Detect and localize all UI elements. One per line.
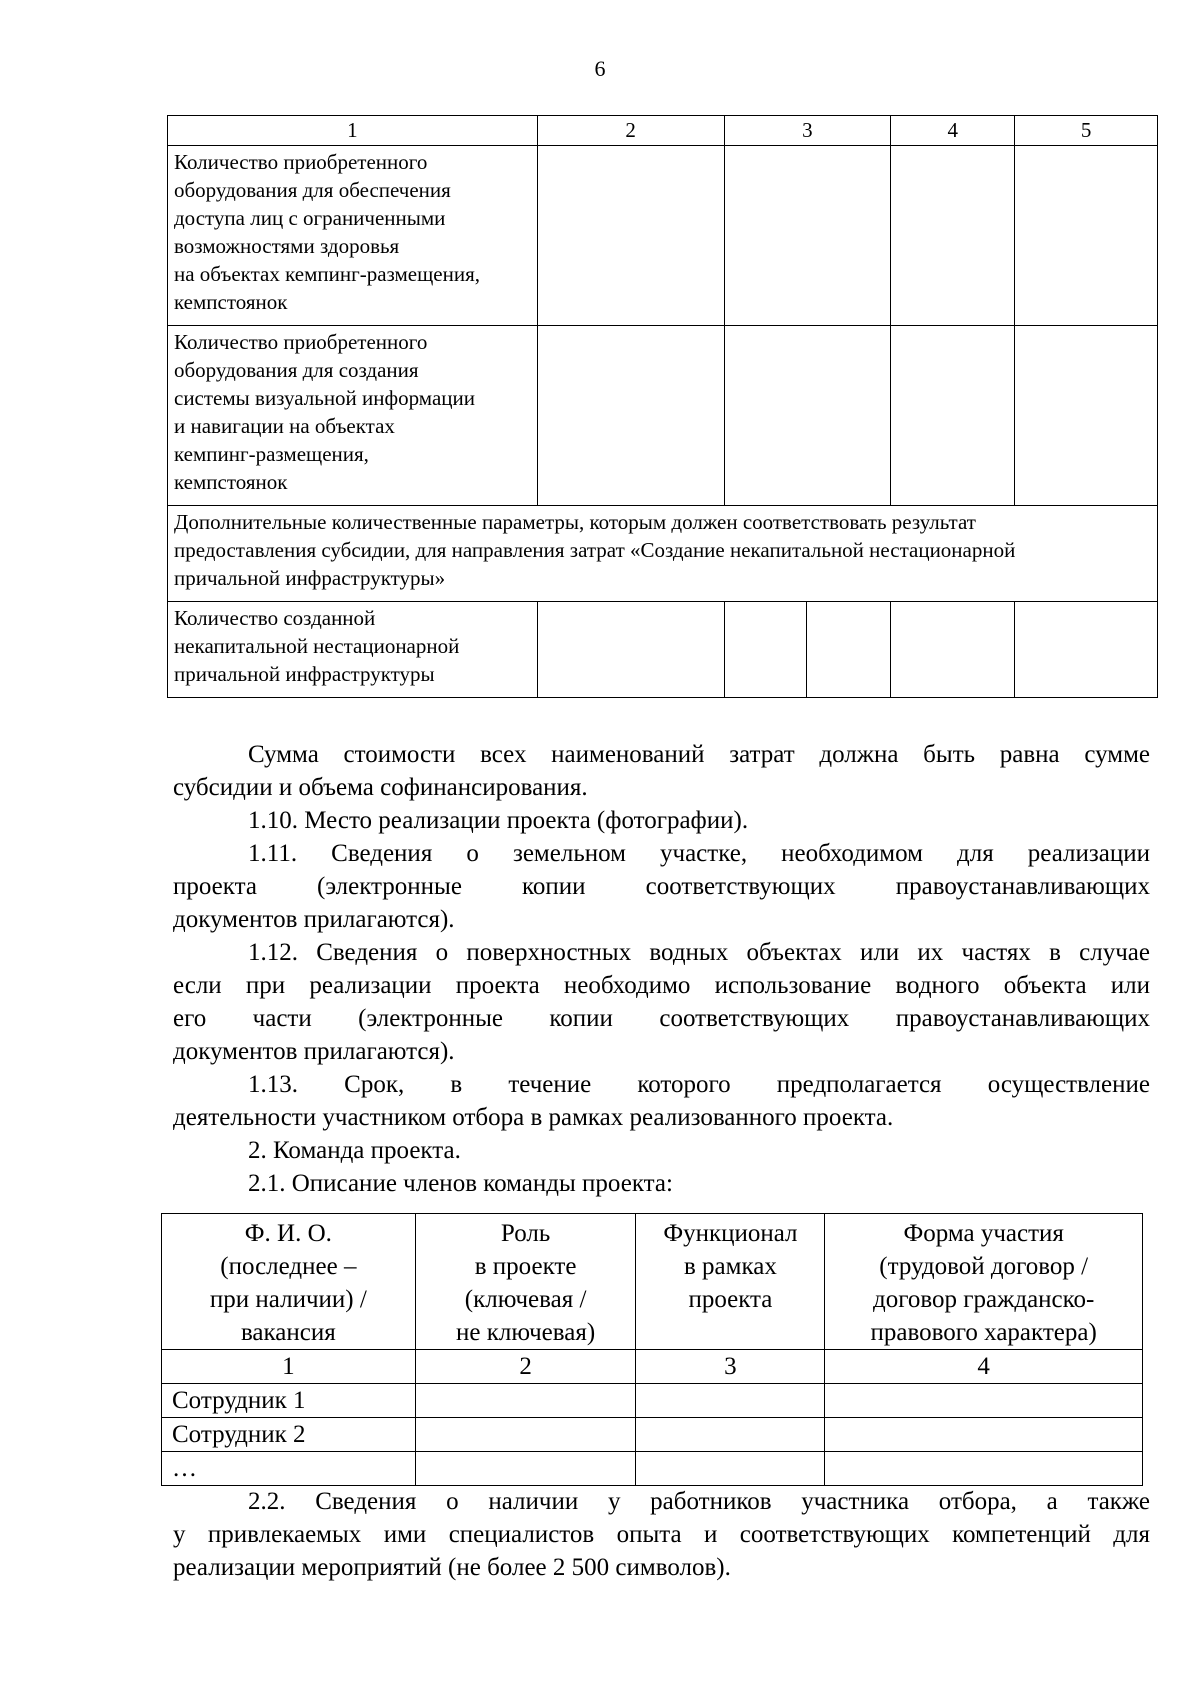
column-header: Функционал в рамках проекта (636, 1214, 825, 1350)
empty-cell (891, 602, 1015, 698)
empty-cell (415, 1452, 636, 1486)
empty-cell (1015, 326, 1158, 506)
empty-cell (636, 1384, 825, 1418)
employee-name: Сотрудник 2 (162, 1418, 416, 1452)
row-label: Количество приобретенного оборудования для создания системы визуальной информации и навигации на объектах кемпинг-размещения, кемпстоянок (168, 326, 538, 506)
paragraph-2-1: 2.1. Описание членов команды проекта: (248, 1170, 673, 1197)
paragraph-2-2: 2.2. Сведения о наличии у работников участника отбора, а также у привлекаемых ими специалистов опыта и соответствующих компетенций для реализации мероприятий (не более 2 500 символов). (173, 1488, 1150, 1581)
table-section-row (168, 506, 1158, 602)
empty-cell (636, 1418, 825, 1452)
table-header-row (168, 116, 1158, 146)
empty-cell (1015, 146, 1158, 326)
empty-cell (807, 602, 891, 698)
empty-cell (825, 1418, 1143, 1452)
empty-cell (537, 326, 724, 506)
column-number: 1 (168, 116, 538, 146)
column-header: Ф. И. О. (последнее – при наличии) / вакансия (162, 1214, 416, 1350)
empty-cell (825, 1452, 1143, 1486)
table-row (162, 1384, 1143, 1418)
column-number: 3 (636, 1350, 825, 1384)
empty-cell (636, 1452, 825, 1486)
team-table (161, 1213, 1143, 1486)
empty-cell (825, 1384, 1143, 1418)
empty-cell (724, 602, 807, 698)
empty-cell (891, 146, 1015, 326)
column-number: 4 (891, 116, 1015, 146)
employee-name: … (162, 1452, 416, 1486)
column-header: Форма участия (трудовой договор / договор гражданско- правового характера) (825, 1214, 1143, 1350)
empty-cell (891, 326, 1015, 506)
row-label: Количество приобретенного оборудования для обеспечения доступа лиц с ограниченными возможностями здоровья на объектах кемпинг-размещения, кемпстоянок (168, 146, 538, 326)
paragraph-2: 2. Команда проекта. (248, 1137, 461, 1164)
empty-cell (1015, 602, 1158, 698)
paragraph-1-10: 1.10. Место реализации проекта (фотографии). (248, 807, 749, 834)
paragraph-1-12: 1.12. Сведения о поверхностных водных объектах или их частях в случае если при реализации проекта необходимо использование водного объекта или его части (электронные копии соответствующих правоустанавливающих документов прилагаются). (173, 939, 1150, 1065)
column-number: 2 (537, 116, 724, 146)
column-number: 4 (825, 1350, 1143, 1384)
column-number: 5 (1015, 116, 1158, 146)
empty-cell (537, 602, 724, 698)
table-header-row (162, 1214, 1143, 1350)
page-number: 6 (594, 56, 606, 81)
table-row (168, 326, 1158, 506)
paragraph-1-11: 1.11. Сведения о земельном участке, необходимом для реализации проекта (электронные копии соответствующих правоустанавливающих документов прилагаются). (173, 840, 1150, 933)
results-table (167, 115, 1158, 698)
employee-name: Сотрудник 1 (162, 1384, 416, 1418)
column-number-row (162, 1350, 1143, 1384)
empty-cell (415, 1418, 636, 1452)
paragraph-budget: Сумма стоимости всех наименований затрат должна быть равна сумме субсидии и объема софинансирования. (173, 741, 1150, 801)
empty-cell (724, 326, 891, 506)
table-row (168, 602, 1158, 698)
paragraph-1-13: 1.13. Срок, в течение которого предполагается осуществление деятельности участником отбора в рамках реализованного проекта. (173, 1071, 1150, 1131)
section-label: Дополнительные количественные параметры, которым должен соответствовать результат предоставления субсидии, для направления затрат «Создание некапитальной нестационарной причальной инфраструктуры» (168, 506, 1158, 602)
column-number: 1 (162, 1350, 416, 1384)
empty-cell (724, 146, 891, 326)
row-label: Количество созданной некапитальной нестационарной причальной инфраструктуры (168, 602, 538, 698)
empty-cell (415, 1384, 636, 1418)
column-number: 2 (415, 1350, 636, 1384)
column-number: 3 (724, 116, 891, 146)
empty-cell (537, 146, 724, 326)
table-row (168, 146, 1158, 326)
table-row (162, 1452, 1143, 1486)
table-row (162, 1418, 1143, 1452)
column-header: Роль в проекте (ключевая / не ключевая) (415, 1214, 636, 1350)
